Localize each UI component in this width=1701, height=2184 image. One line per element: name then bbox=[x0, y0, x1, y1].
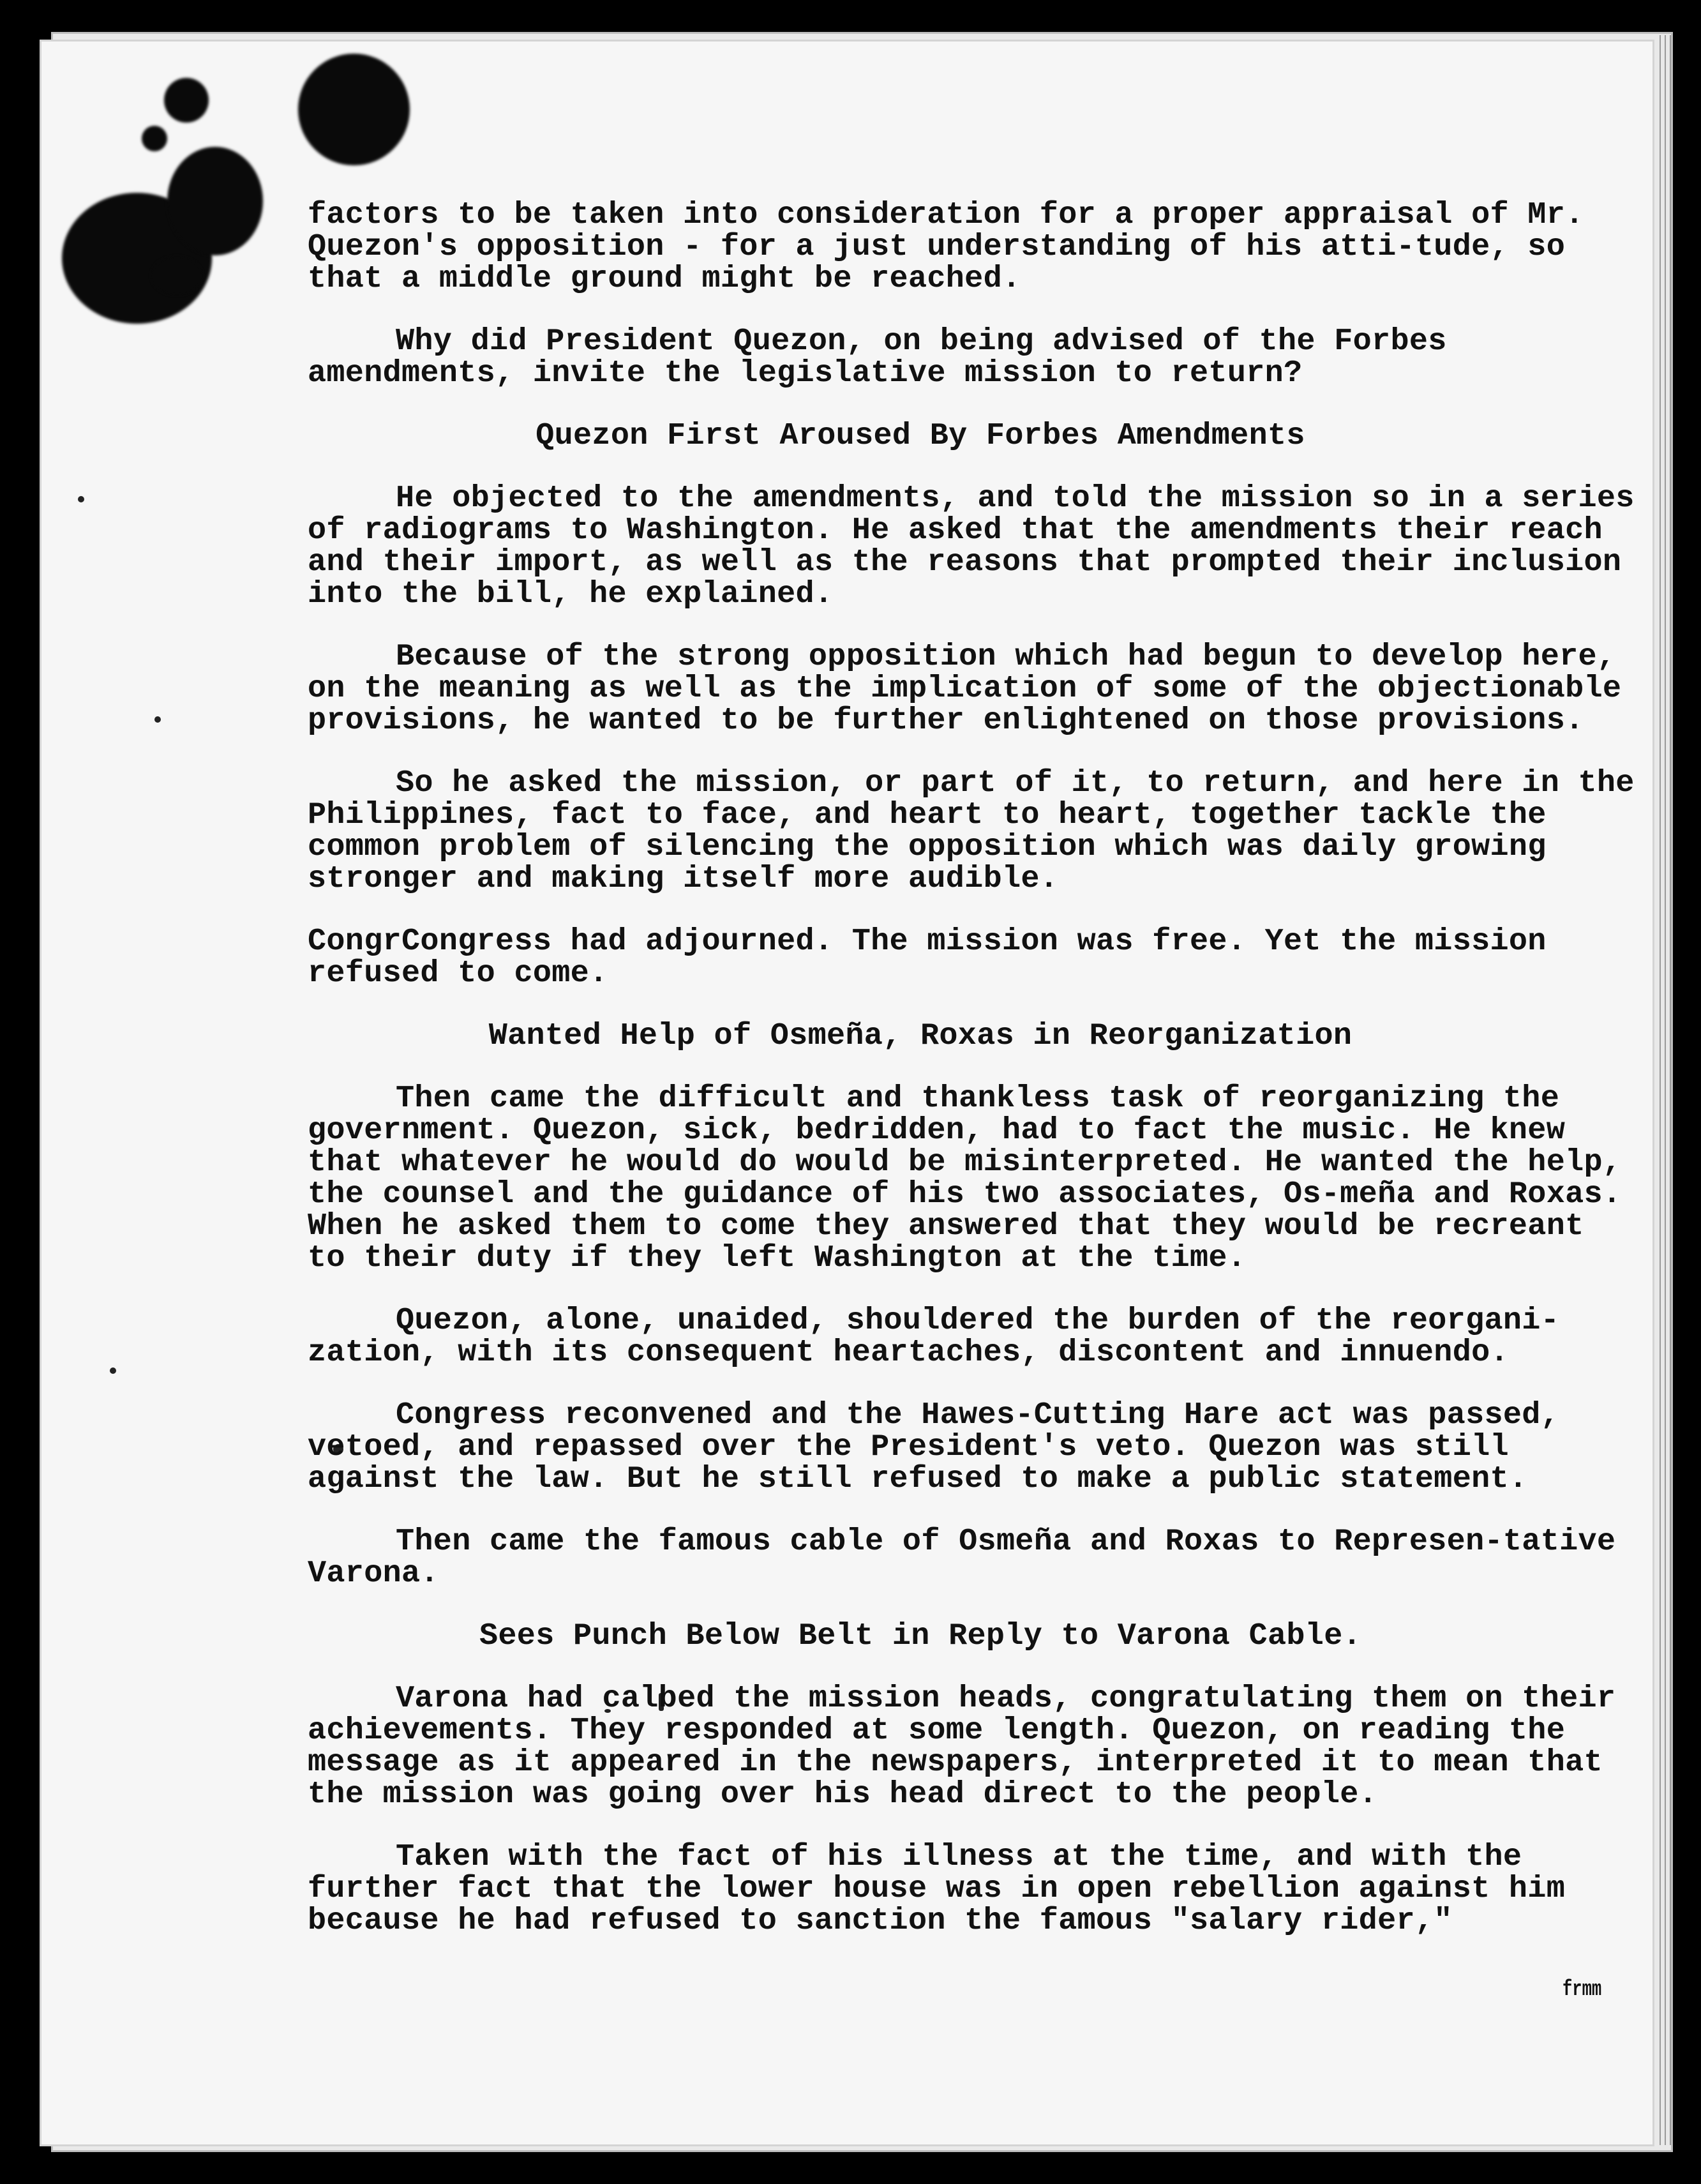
paragraph: Taken with the fact of his illness at the time, and with the further fact that the lower house was in open rebellion against him because he had refused to sanction the famous "salary rider," bbox=[308, 1839, 1566, 1938]
paragraph: He objected to the amendments, and told the mission so in a series of radiograms to Washington. He asked that the amendments their reach and their import, as well as the reasons that prompted their inclusion into the bill, he explained. bbox=[308, 481, 1635, 612]
stray-mark bbox=[154, 716, 161, 723]
paragraph: Quezon, alone, unaided, shouldered the burden of the reorgani-zation, with its consequent heartaches, discontent and innuendo. bbox=[308, 1303, 1560, 1370]
paragraph: Varona had calbed the mission heads, congratulating them on their achievements. They responded at some length. Quezon, on reading the message as it appeared in the newspapers, interpreted it to mean that the mission was going over his head direct to the people. bbox=[308, 1681, 1616, 1812]
paragraph: Then came the difficult and thankless task of reorganizing the government. Quezon, sick, bedridden, had to fact the music. He knew that whatever he would do would be misinterpreted. He wanted the help, the counsel and the guidance of his two associates, Os-meña and Roxas. When he asked them to come they answered that they would be recreant to their duty if they left Washington at the time. bbox=[308, 1081, 1622, 1276]
section-heading: Wanted Help of Osmeña, Roxas in Reorganization bbox=[488, 1018, 1353, 1053]
paragraph: So he asked the mission, or part of it, to return, and here in the Philippines, fact to face, and heart to heart, together tackle the common problem of silencing the opposition which was daily growing stronger and making itself more audible. bbox=[308, 765, 1635, 896]
page-edge-line bbox=[1670, 35, 1671, 2145]
paragraph: CongrCongress had adjourned. The mission was free. Yet the mission refused to come. bbox=[308, 924, 1547, 991]
page-edge-line bbox=[1665, 35, 1666, 2145]
ink-blot bbox=[167, 147, 263, 255]
paragraph: Because of the strong opposition which had begun to develop here, on the meaning as well as the implication of some of the objectionable provisions, he wanted to be further enlightened on those provisions. bbox=[308, 639, 1622, 738]
stray-mark bbox=[78, 496, 84, 502]
ink-blot bbox=[298, 54, 410, 165]
ink-blot bbox=[164, 78, 209, 123]
document-body bbox=[308, 199, 1635, 1968]
stray-mark bbox=[110, 1367, 116, 1374]
ink-blot bbox=[142, 126, 167, 151]
paragraph: Then came the famous cable of Osmeña and Roxas to Represen-tative Varona. bbox=[308, 1524, 1616, 1591]
section-heading: Sees Punch Below Belt in Reply to Varona Cable. bbox=[479, 1618, 1362, 1653]
paragraph: factors to be taken into consideration for a proper appraisal of Mr. Quezon's opposition - for a just understanding of his atti-tude, so that a middle ground might be reached. bbox=[308, 197, 1584, 296]
paragraph: Why did President Quezon, on being advised of the Forbes amendments, invite the legislative mission to return? bbox=[308, 324, 1447, 391]
margin-note: frmm bbox=[1562, 1978, 1602, 2002]
section-heading: Quezon First Aroused By Forbes Amendments bbox=[536, 418, 1305, 453]
paragraph: Congress reconvened and the Hawes-Cutting Hare act was passed, vetoed, and repassed over the President's veto. Quezon was still against the law. But he still refused to make a public statement. bbox=[308, 1397, 1560, 1496]
ink-blot bbox=[151, 257, 202, 295]
page-edge-line bbox=[1660, 35, 1661, 2145]
